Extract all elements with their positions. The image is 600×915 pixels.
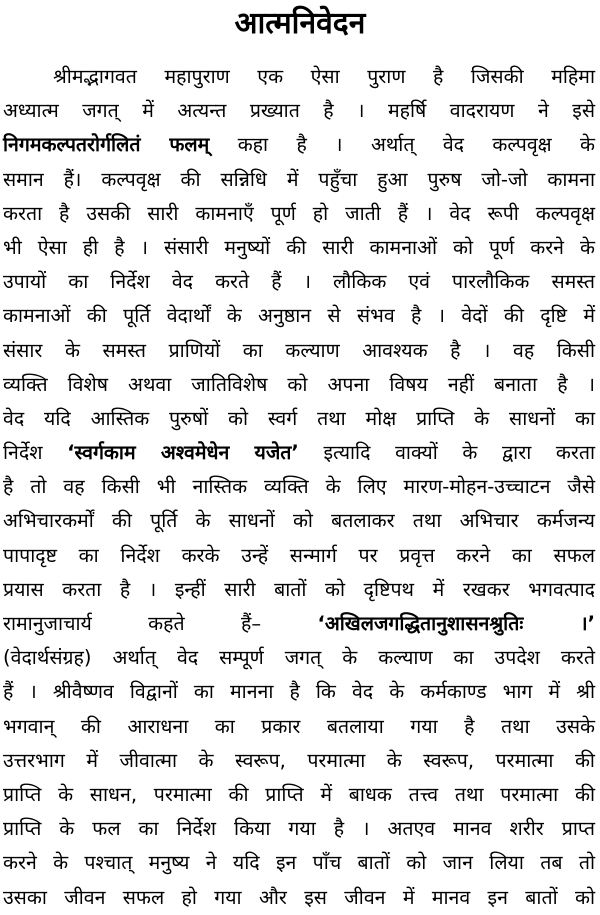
text-span: उसका जीवन सफल हो गया और इस जीवन में मानव इन बातों को [3, 885, 595, 909]
text-span: करने के पश्चात् मनुष्य ने यदि इन पाँच बातों को जान लिया तब तो [3, 851, 595, 875]
body-text [3, 60, 595, 915]
text-line [3, 881, 595, 915]
text-line [3, 299, 595, 333]
text-line [3, 368, 595, 402]
text-line [3, 641, 595, 675]
text-span: भगवान् की आराधना का प्रकार बतलाया गया है तथा उसके [3, 714, 595, 738]
text-span: संसार के समस्त प्राणियों का कल्याण आवश्यक है । वह किसी [3, 338, 595, 362]
text-line [3, 778, 595, 812]
text-line [3, 470, 595, 504]
text-line [3, 504, 595, 538]
text-span: अभिचारकर्मों की पूर्ति के साधनों को बतलाकर तथा अभिचार कर्मजन्य [3, 509, 595, 533]
text-line [3, 128, 595, 162]
text-span: प्रयास करता है । इन्हीं सारी बातों को दृष्टिपथ में रखकर भगवत्पाद [3, 577, 595, 601]
text-span: रामानुजाचार्य कहते हैं– [3, 612, 318, 635]
text-line [3, 60, 595, 94]
text-line [3, 265, 595, 299]
text-line [3, 94, 595, 128]
text-span: वेद यदि आस्तिक पुरुषों को स्वर्ग तथा मोक्ष प्राप्ति के साधनों का [3, 406, 595, 430]
text-line [3, 402, 595, 436]
bold-quote: ‘स्वर्गकाम अश्वमेधेन यजेत’ [67, 441, 299, 465]
text-span: समान हैं। कल्पवृक्ष की सन्निधि में पहुँचा हुआ पुरुष जो-जो कामना [3, 167, 595, 191]
text-line [3, 675, 595, 709]
text-line [3, 231, 595, 265]
text-span: अध्यात्म जगत् में अत्यन्त प्रख्यात है । महर्षि वादरायण ने इसे [3, 99, 595, 123]
text-span: भी ऐसा ही है । संसारी मनुष्यों की सारी कामनाओं को पूर्ण करने के [3, 235, 595, 259]
text-span: प्राप्ति के साधन, परमात्मा की प्राप्ति में बाधक तत्त्व तथा परमात्मा की [3, 782, 595, 806]
text-span: पापादृष्ट का निर्देश करके उन्हें सन्मार्ग पर प्रवृत्त करने का सफल [3, 543, 595, 567]
text-line [3, 607, 595, 641]
text-span: (वेदार्थसंग्रह) अर्थात् वेद सम्पूर्ण जगत् के कल्याण का उपदेश करते [3, 646, 595, 670]
text-span: हैं । श्रीवैष्णव विद्वानों का मानना है कि वेद के कर्मकाण्ड भाग में श्री [3, 680, 595, 704]
text-line [3, 573, 595, 607]
text-line [3, 710, 595, 744]
text-line [3, 846, 595, 880]
bold-quote: ‘अखिलजगद्धितानुशासनश्रुतिः ।’ [317, 612, 595, 635]
text-span: व्यक्ति विशेष अथवा जातिविशेष को अपना विषय नहीं बनाता है । [3, 372, 595, 396]
text-line [3, 812, 595, 846]
page-title: आत्मनिवेदन [234, 6, 366, 41]
text-span: इत्यादि वाक्यों के द्वारा करता [298, 441, 595, 465]
text-span: निर्देश [3, 441, 68, 465]
text-line [3, 539, 595, 573]
text-span: करता है उसकी सारी कामनाएँ पूर्ण हो जाती हैं । वेद रूपी कल्पवृक्ष [3, 201, 595, 225]
bold-quote: निगमकल्पतरोर्गलितं फलम् [3, 133, 210, 157]
text-line [3, 436, 595, 470]
text-span: उपायों का निर्देश वेद करते हैं । लौकिक एवं पारलौकिक समस्त [3, 270, 595, 294]
text-line [3, 744, 595, 778]
text-line [3, 163, 595, 197]
text-span: श्रीमद्भागवत महापुराण एक ऐसा पुराण है जिसकी महिमा [53, 65, 595, 88]
text-line [3, 197, 595, 231]
text-span: प्राप्ति के फल का निर्देश किया गया है । अतएव मानव शरीर प्राप्त [3, 817, 595, 841]
text-span: उत्तरभाग में जीवात्मा के स्वरूप, परमात्मा के स्वरूप, परमात्मा की [3, 748, 595, 772]
text-span: है तो वह किसी भी नास्तिक व्यक्ति के लिए मारण-मोहन-उच्चाटन जैसे [3, 475, 595, 499]
text-span: कहा है । अर्थात् वेद कल्पवृक्ष के [209, 133, 595, 157]
text-line [3, 334, 595, 368]
text-span: कामनाओं की पूर्ति वेदार्थों के अनुष्ठान से संभव है । वेदों की दृष्टि में [3, 304, 595, 328]
